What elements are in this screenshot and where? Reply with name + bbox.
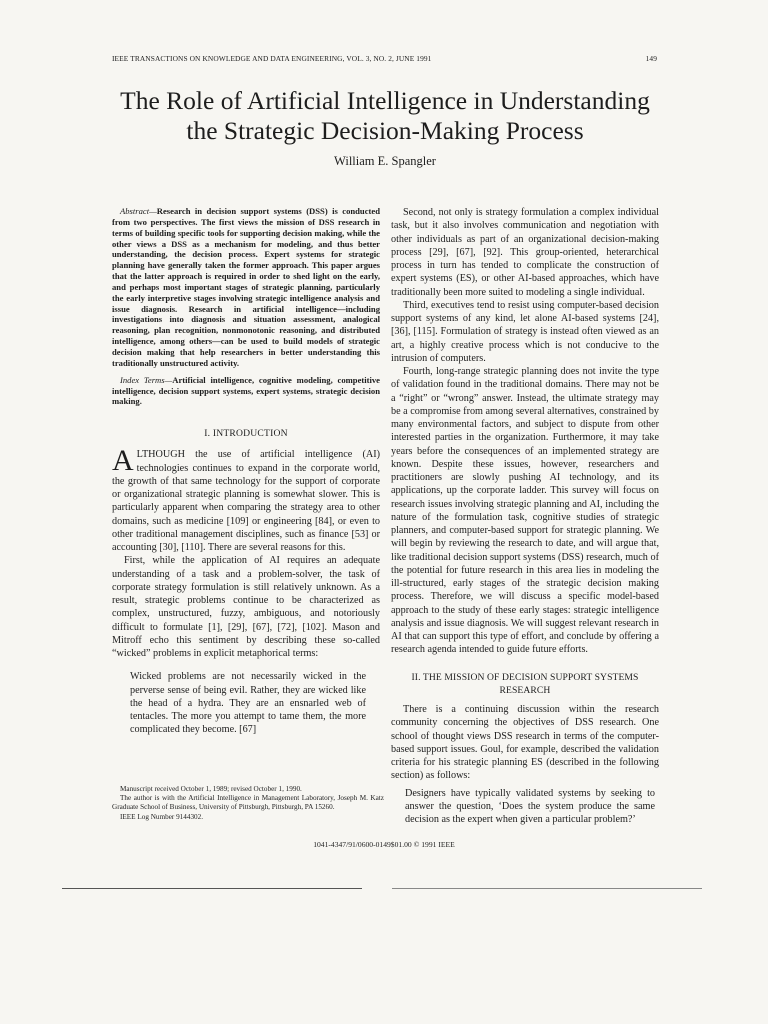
intro-paragraph-2: First, while the application of AI requires an adequate understanding of a task and a problem-solver, the task of corporate strategy formulation is still relatively unknown. As a result, strategic problems continue to be characterized as complex, unstructured, fuzzy, ambiguous, and notoriously difficult to formulate [1], [29], [67], [72], [102]. Mason and Mitroff echo this sentiment by describing these so-called “wicked” problems in explicit metaphorical terms: xyxy=(112,555,380,660)
abstract-text: Research in decision support systems (DSS) is conducted from two perspectives. The first views the mission of DSS research in terms of building specific tools for supporting decision making, while the other views a DSS as a mechanism for modeling, and thus better understanding, the decision process. Expert systems for strategic planning have generally taken the former approach. This paper argues that the latter approach is required in order to shed light on the early, and perhaps most important stages of strategic planning, particularly the early interpretive stages involving strategic intelligence analysis and issue diagnosis. Research in artificial intelligence—including investigations into diagnosis and situation assessment, analogical reasoning, plan recognition, nonmonotonic reasoning, and distributed intelligence, among others—can be used to build models of strategic decision making that help researchers in better understanding this traditionally unstructured activity. xyxy=(112,206,380,368)
right-column xyxy=(391,206,659,826)
index-terms-lead: Index Terms— xyxy=(120,374,173,385)
paper-title xyxy=(60,86,710,146)
running-head xyxy=(112,54,657,63)
right-paragraph-4: There is a continuing discussion within the research community concerning the objectives of DSS research. One school of thought views DSS research in terms of the computer-based support issues. Goul, for example, described the validation criteria for his strategic planning ES (described in the following section) as follows: xyxy=(391,704,659,782)
intro-paragraph-1-text: LTHOUGH the use of artificial intelligence (AI) technologies continues to expand in the corporate world, the growth of that same technology for the support of corporate or organizational strategic planning is somewhat slower. This is particularly apparent when comparing the strategy area to other domains, such as medicine [109] or engineering [84], or even to other traditional management disciplines, such as finance [53] or accounting [30], [110]. There are several reasons for this. xyxy=(112,449,380,554)
section-heading-introduction: I. INTRODUCTION xyxy=(204,428,288,440)
copyright-line: 1041-4347/91/0600-0149$01.00 © 1991 IEEE xyxy=(313,840,455,849)
right-paragraph-2: Third, executives tend to resist using computer-based decision support systems of any kind, let alone AI-based systems [24], [36], [115]. Formulation of strategy is instead often viewed as an art, a highly creative process which is not conducive to the intrusion of computers. xyxy=(391,299,659,364)
journal-name: IEEE TRANSACTIONS ON KNOWLEDGE AND DATA ENGINEERING, VOL. 3, NO. 2, JUNE 1991 xyxy=(112,54,432,63)
abstract-lead: Abstract— xyxy=(120,206,157,216)
right-paragraph-1: Second, not only is strategy formulation a complex individual task, but it also involves communication and negotiation with other individuals as part of an organizational decision-making process [29], [67], [92]. This group-oriented, heterarchical process in turn has tended to complicate the construction of expert systems (ES), or other AI-based approaches, which have traditionally been more suited to modeling a single individual. xyxy=(391,207,659,298)
drop-cap: A xyxy=(112,444,134,478)
intro-paragraph-1 xyxy=(112,444,380,554)
title-line-1: The Role of Artificial Intelligence in Understanding xyxy=(120,86,650,115)
index-terms-text: Artificial intelligence, cognitive modeling, competitive intelligence, decision support systems, expert systems, strategic decision making. xyxy=(112,374,380,407)
index-terms xyxy=(112,375,380,408)
left-column xyxy=(112,206,380,737)
right-paragraph-3: Fourth, long-range strategic planning does not invite the type of validation found in the traditional domains. There may not be a “right” or “wrong” answer. Instead, the ultimate strategy may be a compromise from among several alternatives, constrained by many environmental factors, and subject to dispute from other interested parties in the organization. Furthermore, it may take years before the consequences of an implemented strategy are known. Despite these issues, however, researchers and practitioners are slowly pushing AI technology, and its applications, up the corporate ladder. This survey will focus on research issues involving strategic planning and AI, including the nature of the formulation task, cognitive studies of strategic planners, and computer-based support for strategic planning. We will begin by reviewing the research to date, and will argue that, like traditional decision support systems (DSS) research, much of the potential for future research in this area lies in modeling the ill-structured, early stages of the strategic decision making process. Therefore, we will discuss a specific model-based approach to the study of these early stages: strategic intelligence analysis and issue diagnosis. We will suggest relevant research in AI that can support this type of effort, and conclude by offering a research agenda intended to guide future efforts. xyxy=(391,366,659,656)
title-line-2: the Strategic Decision-Making Process xyxy=(186,116,584,145)
bottom-rule-right xyxy=(392,888,702,889)
footnote xyxy=(112,785,384,822)
bottom-rule-left xyxy=(62,888,362,889)
footnote-line-2: The author is with the Artificial Intelligence in Management Laboratory, Joseph M. Katz Graduate School of Business, University of Pittsburgh, Pittsburgh, PA 15260. xyxy=(112,794,384,812)
footnote-line-3: IEEE Log Number 9144302. xyxy=(120,812,204,821)
abstract xyxy=(112,206,380,369)
footnote-line-1: Manuscript received October 1, 1989; revised October 1, 1990. xyxy=(120,785,302,793)
page-number: 149 xyxy=(645,54,657,63)
right-block-quote: Designers have typically validated systems by seeking to answer the question, ‘Does the system produce the same decision as the expert when given a particular problem?’ xyxy=(405,787,655,825)
block-quote: Wicked problems are not necessarily wicked in the perverse sense of being evil. Rather, they are wicked like the head of a hydra. They are an ensnarled web of tentacles. The more you attempt to tame them, the more complicated they become. [67] xyxy=(130,671,366,736)
author-name: William E. Spangler xyxy=(334,154,436,168)
section-heading-mission: II. THE MISSION OF DECISION SUPPORT SYSTEMS RESEARCH xyxy=(411,671,639,696)
